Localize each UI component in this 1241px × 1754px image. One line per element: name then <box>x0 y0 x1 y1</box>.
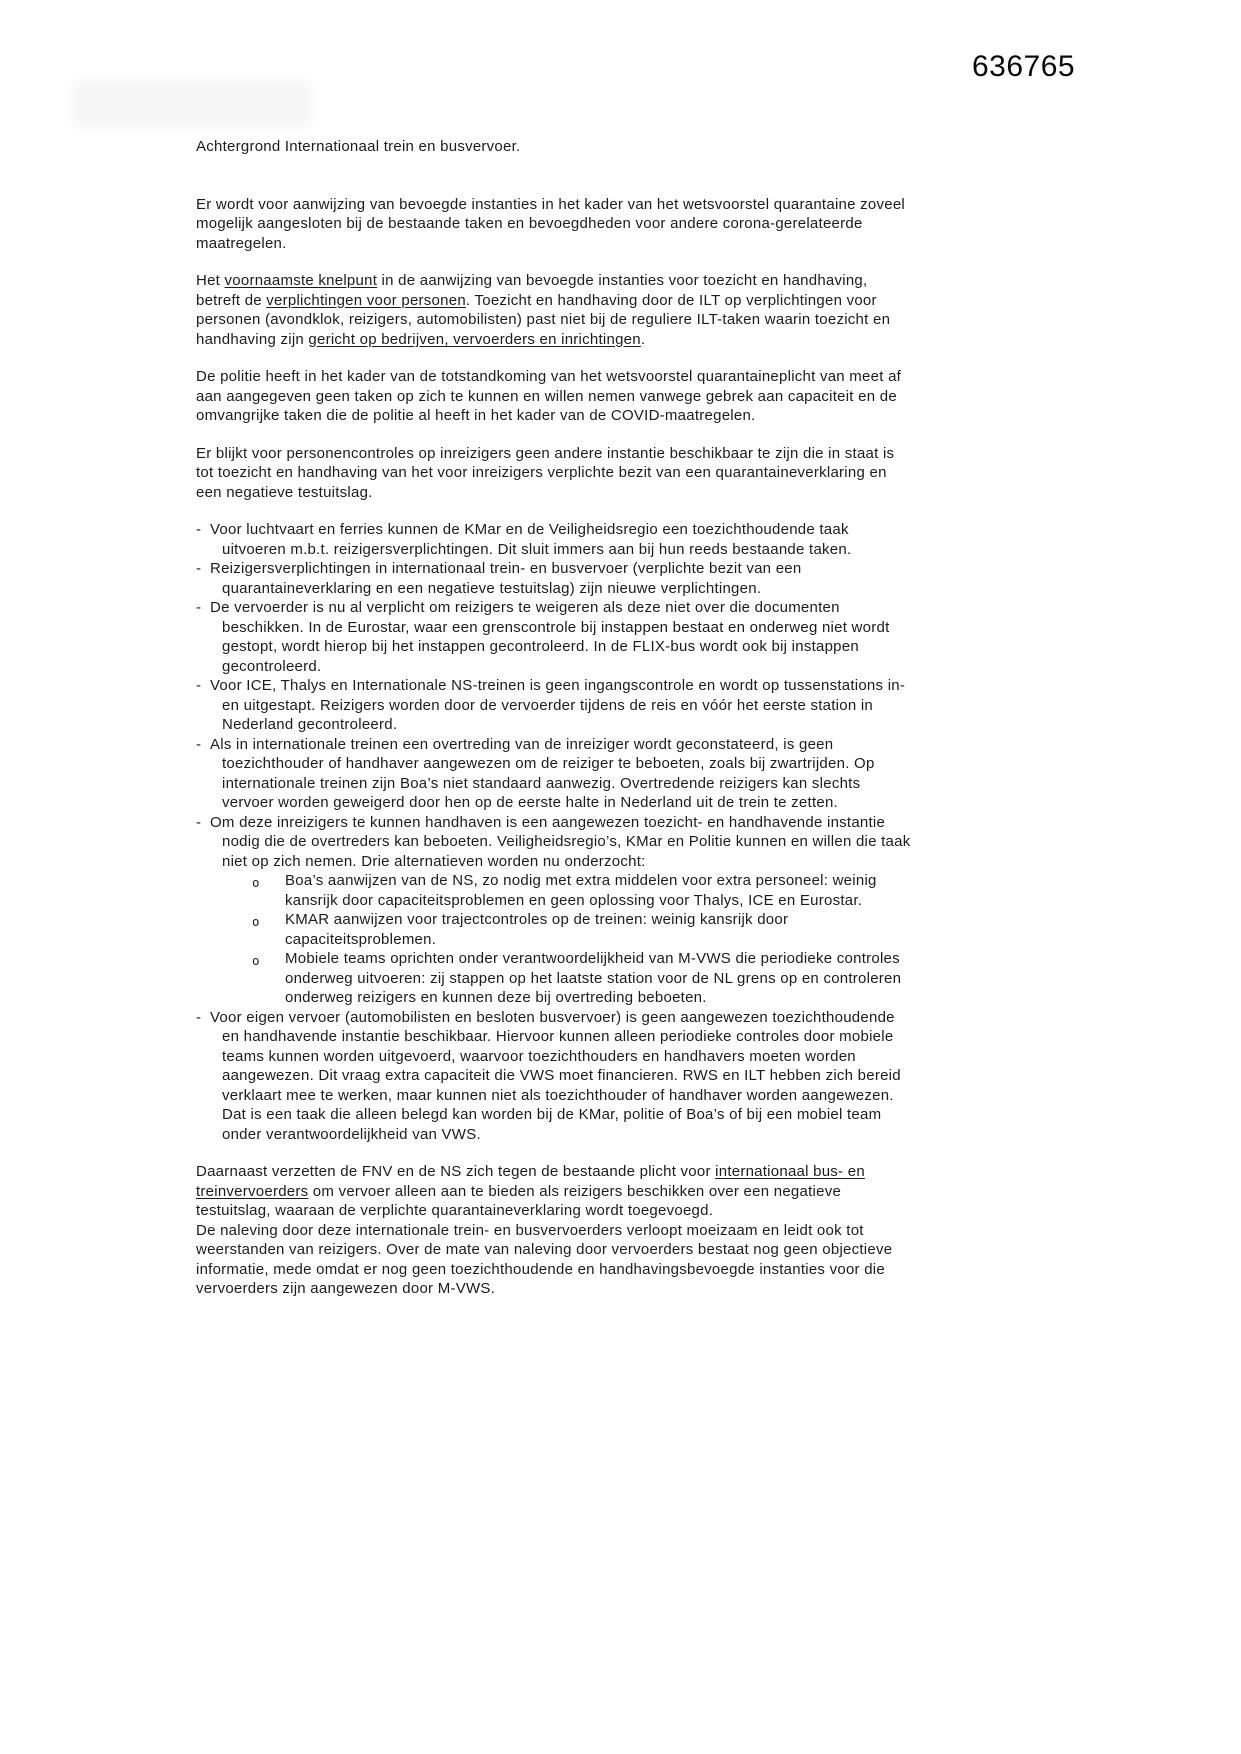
circle-bullet-marker: o <box>252 875 260 890</box>
dash-bullet-marker: - <box>196 813 202 831</box>
text-run: in de aanwijzing van bevoegde instanties voor toezicht en handhaving, betreft de <box>196 272 868 309</box>
text-run-underlined: verplichtingen voor personen <box>266 291 466 309</box>
paragraph-closing-naleving: De naleving door deze internationale trein- en busvervoerders verloopt moeizaam en leidt ook tot weerstanden van reizigers. Over de mate van naleving door vervoerders bestaat nog geen objectieve informatie, mede omdat er nog geen toezichthoudende en handhavingsbevoegde instanties voor die vervoerders zijn aangewezen door M-VWS. <box>196 1221 893 1297</box>
sub-list-item-text: Boa’s aanwijzen van de NS, zo nodig met extra middelen voor extra personeel: weinig kansrijk door capaciteitsproblemen en geen oplossing voor Thalys, ICE en Eurostar. <box>285 872 877 909</box>
dash-bullet-marker: - <box>196 599 202 616</box>
text-run-underlined: internationaal bus- en treinvervoerders <box>196 1163 865 1200</box>
dash-bullet-marker: - <box>196 560 202 577</box>
paragraph-aanwijzing: Er wordt voor aanwijzing van bevoegde instanties in het kader van het wetsvoorstel quarantaine zoveel mogelijk aangesloten bij de bestaande taken en bevoegdheden voor andere corona-gerelateerde maatregelen. <box>196 195 905 252</box>
text-run: om vervoer alleen aan te bieden als reizigers beschikken over een negatieve testuitslag, waaraan de verplichte quarantaineverklaring wordt toegevoegd. <box>196 1182 842 1219</box>
list-item-vervoerder <box>196 598 914 676</box>
paragraph-knelpunt <box>196 271 914 349</box>
circle-bullet-marker: o <box>252 953 260 968</box>
document-content <box>196 137 914 1317</box>
list-item-text: Als in internationale treinen een overtreding van de inreiziger wordt geconstateerd, is geen toezichthouder of handhaver aangewezen om de reiziger te beboeten, zoals bij zwartrijden. Op internationale treinen zijn Boa’s niet standaard aanwezig. Overtredende reizigers kan slechts vervoer worden geweigerd door hen op de eerste halte in Nederland uit de trein te zetten. <box>210 735 875 811</box>
paragraph-politie: De politie heeft in het kader van de totstandkoming van het wetsvoorstel quarantaineplicht van meet af aan aangegeven geen taken op zich te kunnen en willen nemen vanwege gebrek aan capaciteit en de omvangrijke taken die de politie al heeft in het kader van de COVID-maatregelen. <box>196 368 902 424</box>
document-title: Achtergrond Internationaal trein en busvervoer. <box>196 138 521 155</box>
list-item-reizigersverplichtingen <box>196 559 914 598</box>
sub-list-item-mobiele-teams <box>250 949 914 1008</box>
list-item-eigen-vervoer <box>196 1008 914 1145</box>
bullet-list <box>196 520 914 1144</box>
list-item-text: Voor luchtvaart en ferries kunnen de KMar en de Veiligheidsregio een toezichthoudende taak uitvoeren m.b.t. reizigersverplichtingen. Dit sluit immers aan bij hun reeds bestaande taken. <box>210 521 852 558</box>
sub-list-item-text: Mobiele teams oprichten onder verantwoordelijkheid van M-VWS die periodieke controles onderweg uitvoeren: zij stappen op het laatste station voor de NL grens op en controleren onderweg reizigers en kunnen deze bij overtreding beboeten. <box>285 950 902 1006</box>
dash-bullet-marker: - <box>196 521 202 538</box>
sub-list-item-kmar <box>250 910 914 949</box>
paragraph-closing-fnv <box>196 1162 914 1221</box>
list-item-handhaven <box>196 813 914 1008</box>
scan-artifact <box>78 86 306 122</box>
list-item-text: Om deze inreizigers te kunnen handhaven is een aangewezen toezicht- en handhavende instantie nodig die de overtreders kan beboeten. Veiligheidsregio’s, KMar en Politie kunnen en willen die taak niet op zich nemen. Drie alternatieven worden nu onderzocht: <box>210 813 911 870</box>
sub-bullet-list <box>250 871 914 1008</box>
dash-bullet-marker: - <box>196 677 202 694</box>
circle-bullet-marker: o <box>252 914 260 929</box>
text-run: . <box>640 330 646 348</box>
list-item-text: De vervoerder is nu al verplicht om reizigers te weigeren als deze niet over die documenten beschikken. In de Eurostar, waar een grenscontrole bij instappen bestaat en onderweg niet wordt gestopt, wordt hierop bij het instappen gecontroleerd. In de FLIX-bus wordt ook bij instappen gecontroleerd. <box>210 599 890 675</box>
text-run: Daarnaast verzetten de FNV en de NS zich tegen de bestaande plicht voor <box>196 1163 716 1180</box>
dash-bullet-marker: - <box>196 1008 202 1026</box>
sub-list-item-text: KMAR aanwijzen voor trajectcontroles op de treinen: weinig kansrijk door capaciteitsproblemen. <box>285 911 789 948</box>
paragraph-inreizigers: Er blijkt voor personencontroles op inreizigers geen andere instantie beschikbaar te zijn die in staat is tot toezicht en handhaving van het voor inreizigers verplichte bezit van een quarantaineverklaring en een negatieve testuitslag. <box>196 444 895 501</box>
text-run-underlined: gericht op bedrijven, vervoerders en inrichtingen <box>308 330 641 348</box>
text-run: Het <box>196 272 225 289</box>
list-item-text: Voor ICE, Thalys en Internationale NS-treinen is geen ingangscontrole en wordt op tussenstations in- en uitgestapt. Reizigers worden door de vervoerder tijdens de reis en vóór het eerste station in Nederland gecontroleerd. <box>210 677 906 733</box>
dash-bullet-marker: - <box>196 735 202 753</box>
list-item-overtreding <box>196 735 914 813</box>
text-run: . Toezicht en handhaving door de ILT op verplichtingen voor personen (avondklok, reizigers, automobilisten) past niet bij de reguliere ILT-taken waarin toezicht en handhaving zijn <box>196 291 891 348</box>
document-number: 636765 <box>972 50 1076 83</box>
list-item-luchtvaart <box>196 520 914 559</box>
sub-list-item-boas <box>250 871 914 910</box>
text-run-underlined: voornaamste knelpunt <box>224 272 378 289</box>
list-item-text: Reizigersverplichtingen in internationaal trein- en busvervoer (verplichte bezit van een quarantaineverklaring en een negatieve testuitslag) zijn nieuwe verplichtingen. <box>210 560 802 597</box>
list-item-text: Voor eigen vervoer (automobilisten en besloten busvervoer) is geen aangewezen toezichthoudende en handhavende instantie beschikbaar. Hiervoor kunnen alleen periodieke controles door mobiele teams kunnen worden uitgevoerd, waarvoor toezichthouders en handhavers moeten worden aangewezen. Dit vraag extra capaciteit die VWS moet financieren. RWS en ILT hebben zich bereid verklaart mee te werken, maar kunnen niet als toezichthouder of handhaver worden aangewezen. Dat is een taak die alleen belegd kan worden bij de KMar, politie of Boa’s of bij een mobiel team onder verantwoordelijkheid van VWS. <box>210 1008 901 1143</box>
list-item-ice-thalys <box>196 676 914 735</box>
